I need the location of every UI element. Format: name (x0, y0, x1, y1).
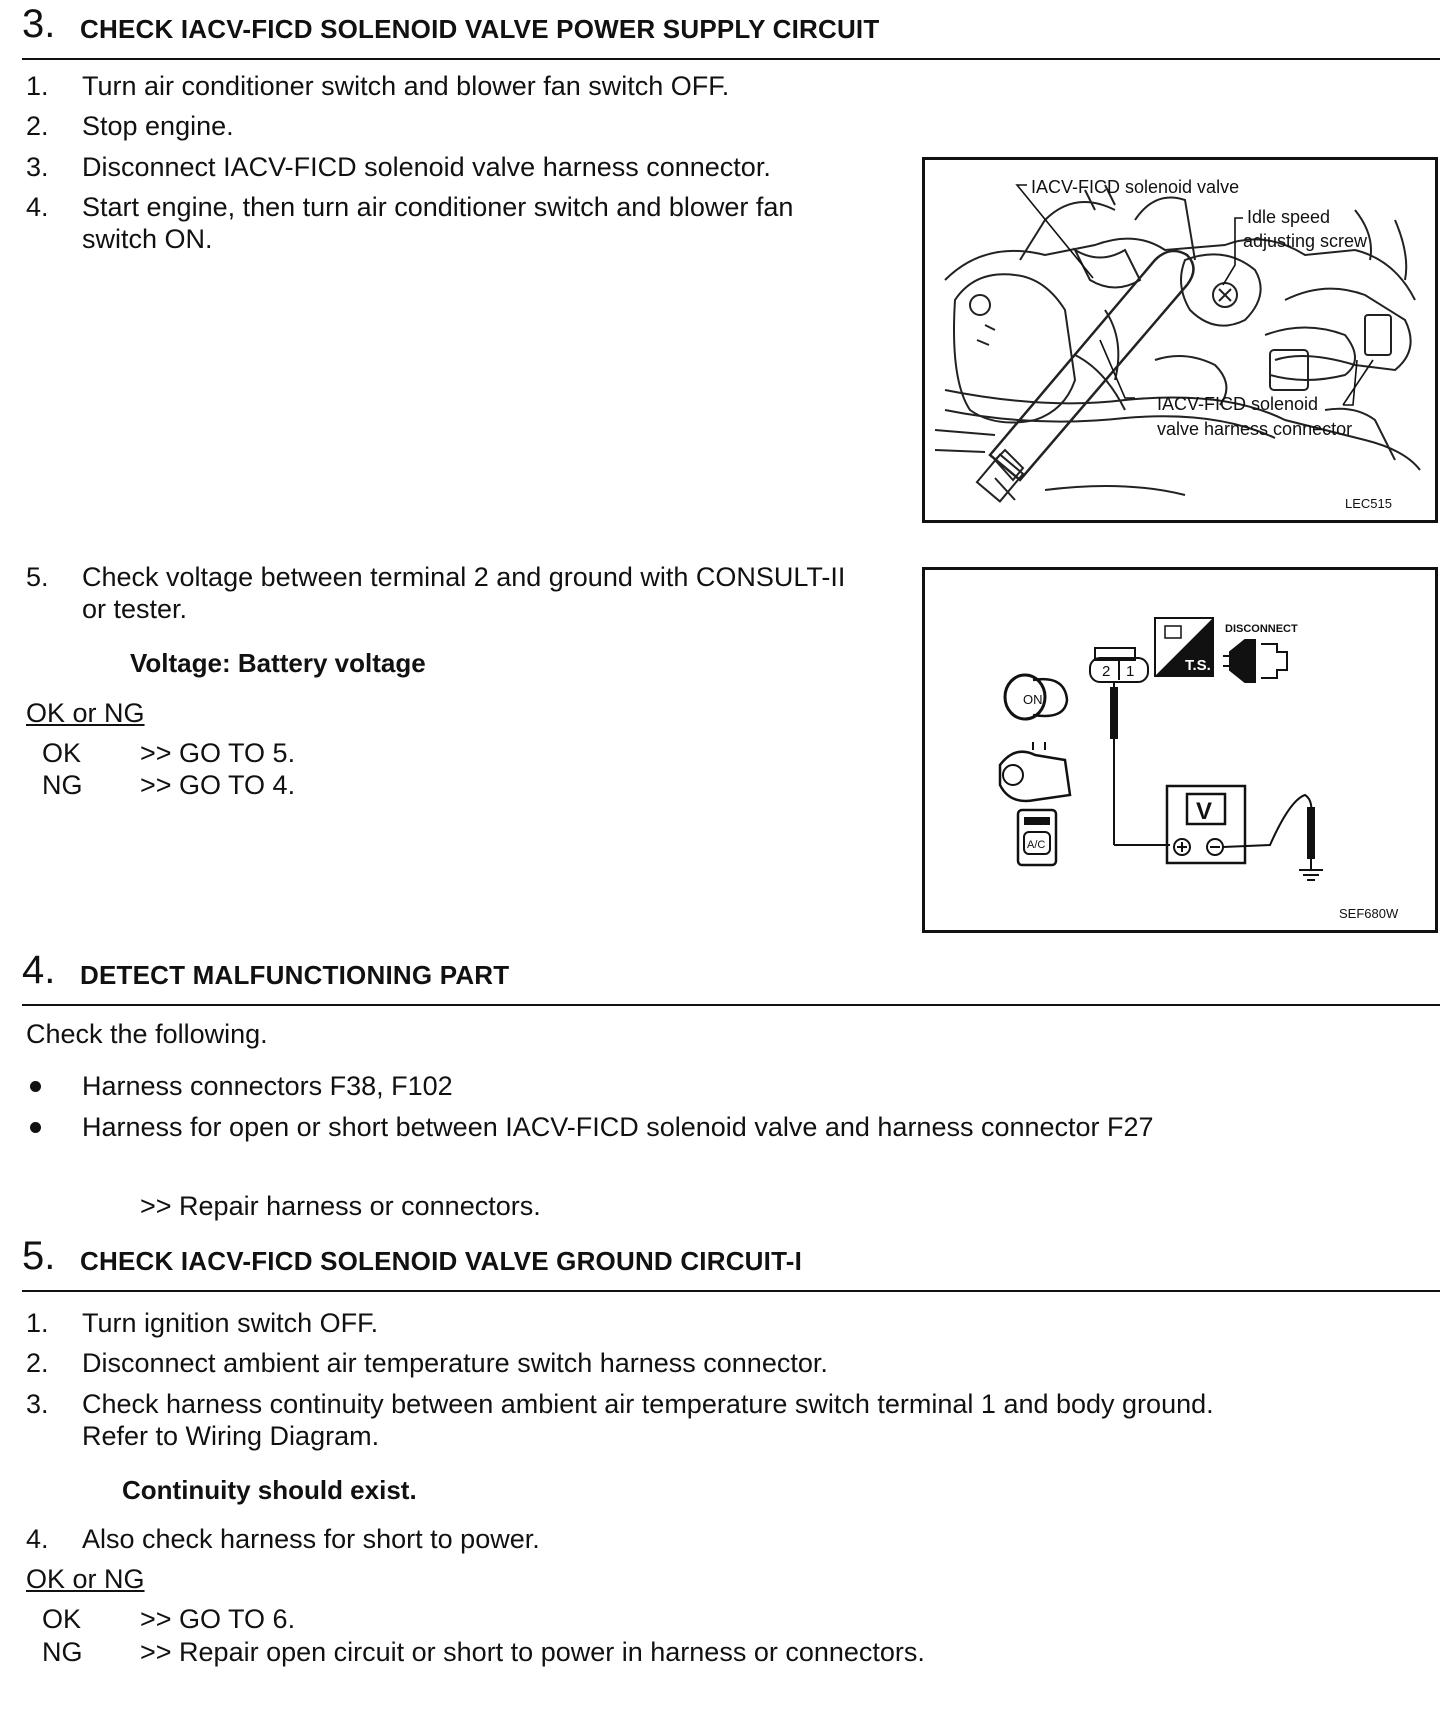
bullet-dot (30, 1122, 41, 1133)
ok-ng-label: OK or NG (26, 698, 145, 728)
engine-bay-drawing (925, 160, 1435, 520)
voltage-check-diagram (925, 570, 1435, 930)
ts-label: T.S. (1185, 657, 1211, 674)
step-text: Also check harness for short to power. (82, 1524, 540, 1554)
section-3-title: CHECK IACV-FICD SOLENOID VALVE POWER SUPPLY CIRCUIT (80, 14, 880, 44)
ac-label: A/C (1027, 839, 1046, 851)
step-text: Disconnect ambient air temperature switch harness connector. (82, 1348, 828, 1378)
step-number: 2. (26, 111, 49, 141)
voltage-check-figure (922, 567, 1438, 933)
spec-continuity: Continuity should exist. (122, 1475, 417, 1505)
step-number: 1. (26, 71, 49, 101)
figure-code: SEF680W (1339, 906, 1399, 921)
voltmeter-label: V (1196, 798, 1213, 825)
result-label-ng: NG (42, 1637, 83, 1667)
disconnect-label: DISCONNECT (1225, 623, 1298, 635)
step-text-continued: or tester. (82, 594, 188, 624)
section-5-number: 5. (22, 1234, 56, 1278)
spec-voltage: Voltage: Battery voltage (130, 648, 426, 678)
step-text: Turn ignition switch OFF. (82, 1308, 379, 1338)
step-text: Disconnect IACV-FICD solenoid valve harness connector. (82, 152, 771, 182)
step-text-continued: Refer to Wiring Diagram. (82, 1421, 380, 1451)
section-4-title: DETECT MALFUNCTIONING PART (80, 960, 510, 990)
step-number: 4. (26, 1524, 49, 1554)
ok-ng-label: OK or NG (26, 1564, 145, 1594)
result-action-ok: >> GO TO 6. (140, 1604, 296, 1634)
bullet-dot (30, 1081, 41, 1092)
ts-icon (1155, 618, 1213, 676)
step-text: Turn air conditioner switch and blower fan switch OFF. (82, 71, 730, 101)
section-4-number: 4. (22, 948, 56, 992)
section-5-title: CHECK IACV-FICD SOLENOID VALVE GROUND CIRCUIT-I (80, 1246, 803, 1276)
result-action-ok: >> GO TO 5. (140, 738, 296, 768)
result-label-ok: OK (42, 738, 82, 768)
result-action-ng: >> Repair open circuit or short to power in harness or connectors. (140, 1637, 925, 1667)
bullet-text: Harness for open or short between IACV-FICD solenoid valve and harness connector F27 (82, 1112, 1154, 1142)
idle-screw-label: Idle speed (1247, 207, 1331, 227)
result-label-ok: OK (42, 1604, 82, 1634)
section-5-header (22, 1234, 1440, 1292)
step-number: 2. (26, 1348, 49, 1378)
terminal-1-label: 1 (1126, 663, 1135, 680)
result-label-ng: NG (42, 770, 83, 800)
section-4-header (22, 948, 1440, 1006)
section-3-number: 3. (22, 2, 56, 46)
step-number: 3. (26, 152, 49, 182)
ignition-on-label: ON (1023, 692, 1043, 707)
step-text: Start engine, then turn air conditioner switch and blower fan (82, 192, 794, 222)
step-text-continued: switch ON. (82, 224, 213, 254)
section-4-intro: Check the following. (26, 1019, 268, 1049)
result-action-ng: >> GO TO 4. (140, 770, 296, 800)
connector-label-line2: valve harness connector (1157, 419, 1353, 439)
terminal-2-label: 2 (1102, 663, 1111, 680)
connector-label: IACV-FICD solenoid (1157, 394, 1319, 414)
section-4-action: >> Repair harness or connectors. (140, 1191, 541, 1221)
figure-code: LEC515 (1345, 496, 1392, 511)
engine-bay-figure (922, 157, 1438, 523)
step-text: Stop engine. (82, 111, 234, 141)
bullet-text: Harness connectors F38, F102 (82, 1071, 453, 1101)
step-number: 3. (26, 1389, 49, 1419)
step-number: 1. (26, 1308, 49, 1338)
section-3-header (22, 2, 1440, 60)
step-text: Check harness continuity between ambient air temperature switch terminal 1 and body ground. (82, 1389, 1214, 1419)
idle-screw-label-line2: adjusting screw (1243, 231, 1368, 251)
step-text: Check voltage between terminal 2 and ground with CONSULT-II (82, 562, 846, 592)
step-number: 4. (26, 192, 49, 222)
solenoid-valve-label: IACV-FICD solenoid valve (1031, 177, 1240, 197)
step-number: 5. (26, 562, 49, 592)
